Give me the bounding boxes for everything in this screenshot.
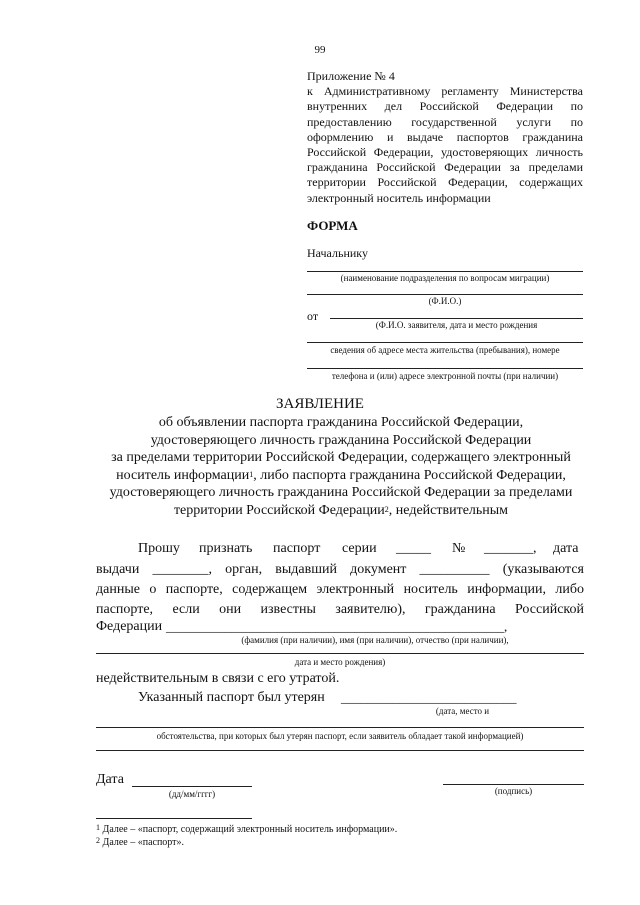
circumstances-line bbox=[96, 727, 584, 728]
statement-line-3: за пределами территории Российской Федерации, содержащего электронный bbox=[111, 450, 571, 466]
statement-subtitle bbox=[96, 414, 586, 520]
lost-blank: ___________________________ bbox=[341, 690, 517, 705]
statement-line-2: удостоверяющего личность гражданина Российской Федерации bbox=[150, 432, 532, 448]
request-line-4: паспорте, если они известны заявителю), гражданина Российской bbox=[96, 602, 584, 617]
date-line bbox=[132, 786, 252, 787]
footnote-ref-1: 1 bbox=[249, 469, 254, 479]
contacts-line bbox=[307, 368, 583, 369]
fio-caption: (Ф.И.О.) bbox=[428, 296, 462, 306]
lost-date-place-caption: (дата, место и bbox=[435, 706, 490, 716]
request-word-serii: серии bbox=[342, 541, 377, 556]
number-blank: _______, bbox=[484, 541, 537, 556]
statement-line-4: носитель информации$^1$, либо паспорта гражданина Российской Федерации, bbox=[116, 467, 566, 483]
statement-title: ЗАЯВЛЕНИЕ bbox=[276, 396, 364, 412]
address-line bbox=[307, 342, 583, 343]
chief-label: Начальнику bbox=[307, 246, 368, 260]
request-word-no: № bbox=[452, 541, 466, 556]
request-word-priznat: признать bbox=[199, 541, 253, 556]
appendix-title: Приложение № 4 bbox=[307, 69, 395, 83]
lost-text: Указанный паспорт был утерян bbox=[138, 690, 325, 705]
applicant-line bbox=[330, 318, 583, 319]
request-line-5-label: Федерации bbox=[96, 619, 163, 634]
applicant-caption: (Ф.И.О. заявителя, дата и место рождения bbox=[375, 320, 538, 330]
request-word-prosh: Прошу bbox=[138, 541, 180, 556]
signature-line bbox=[443, 784, 584, 785]
department-line bbox=[307, 271, 583, 272]
citizen-fio-caption: (фамилия (при наличии), имя (при наличии), отчество (при наличии), bbox=[241, 635, 509, 645]
statement-line-5: удостоверяющего личность гражданина Российской Федерации за пределами bbox=[109, 485, 573, 501]
footnote-ref-2: 2 bbox=[384, 504, 389, 514]
footnote-1-number: 1 bbox=[96, 823, 100, 832]
date-label: Дата bbox=[96, 772, 124, 787]
date-caption: (дд/мм/гггг) bbox=[168, 789, 216, 799]
invalid-text: недействительным в связи с его утратой. bbox=[96, 671, 340, 686]
series-blank: _____ bbox=[396, 541, 431, 556]
contacts-caption: телефона и (или) адресе электронной почты (при наличии) bbox=[331, 371, 559, 381]
signature-caption: (подпись) bbox=[494, 786, 533, 796]
fio-line bbox=[307, 294, 583, 295]
appendix-header bbox=[307, 69, 583, 206]
footnote-separator bbox=[96, 818, 252, 819]
from-label: от bbox=[307, 309, 319, 323]
form-label: ФОРМА bbox=[307, 218, 358, 233]
statement-line-1: об объявлении паспорта гражданина Российской Федерации, bbox=[158, 415, 524, 430]
footnote-2-text: Далее – «паспорт». bbox=[100, 837, 185, 848]
request-line-3: данные о паспорте, содержащем электронный носитель информации, либо bbox=[96, 582, 584, 597]
birth-line bbox=[96, 653, 584, 654]
birth-caption: дата и место рождения) bbox=[294, 657, 386, 667]
statement-line-6: территории Российской Федерации$^2$, недействительным bbox=[173, 502, 509, 518]
request-word-data: дата bbox=[553, 541, 579, 556]
footnote-2-number: 2 bbox=[96, 836, 100, 845]
address-caption: сведения об адресе места жительства (пребывания), номере bbox=[330, 345, 560, 355]
department-caption: (наименование подразделения по вопросам миграции) bbox=[340, 273, 550, 283]
citizen-blank: ____________________________________________________, bbox=[166, 619, 508, 634]
appendix-text: к Административному регламенту Министерства внутренних дел Российской Федерации по предоставлению государственной услуги по оформлению и выдаче паспортов гражданина Российской Федерации, удостоверяющих личность гражданина Российской Федерации за пределами территории Российской Федерации, содержащих электронный носитель информации bbox=[307, 84, 583, 205]
request-word-pasport: паспорт bbox=[273, 541, 321, 556]
request-line-2: выдачи ________, орган, выдавший документ __________ (указываются bbox=[96, 562, 584, 577]
footnote-1-text: Далее – «паспорт, содержащий электронный носитель информации». bbox=[100, 824, 398, 835]
footnote-1 bbox=[96, 824, 397, 835]
circumstances-caption: обстоятельства, при которых был утерян паспорт, если заявитель обладает такой информацией) bbox=[156, 731, 524, 741]
circumstances-line-2 bbox=[96, 750, 584, 751]
footnote-2 bbox=[96, 837, 184, 848]
page-number: 99 bbox=[314, 44, 326, 56]
